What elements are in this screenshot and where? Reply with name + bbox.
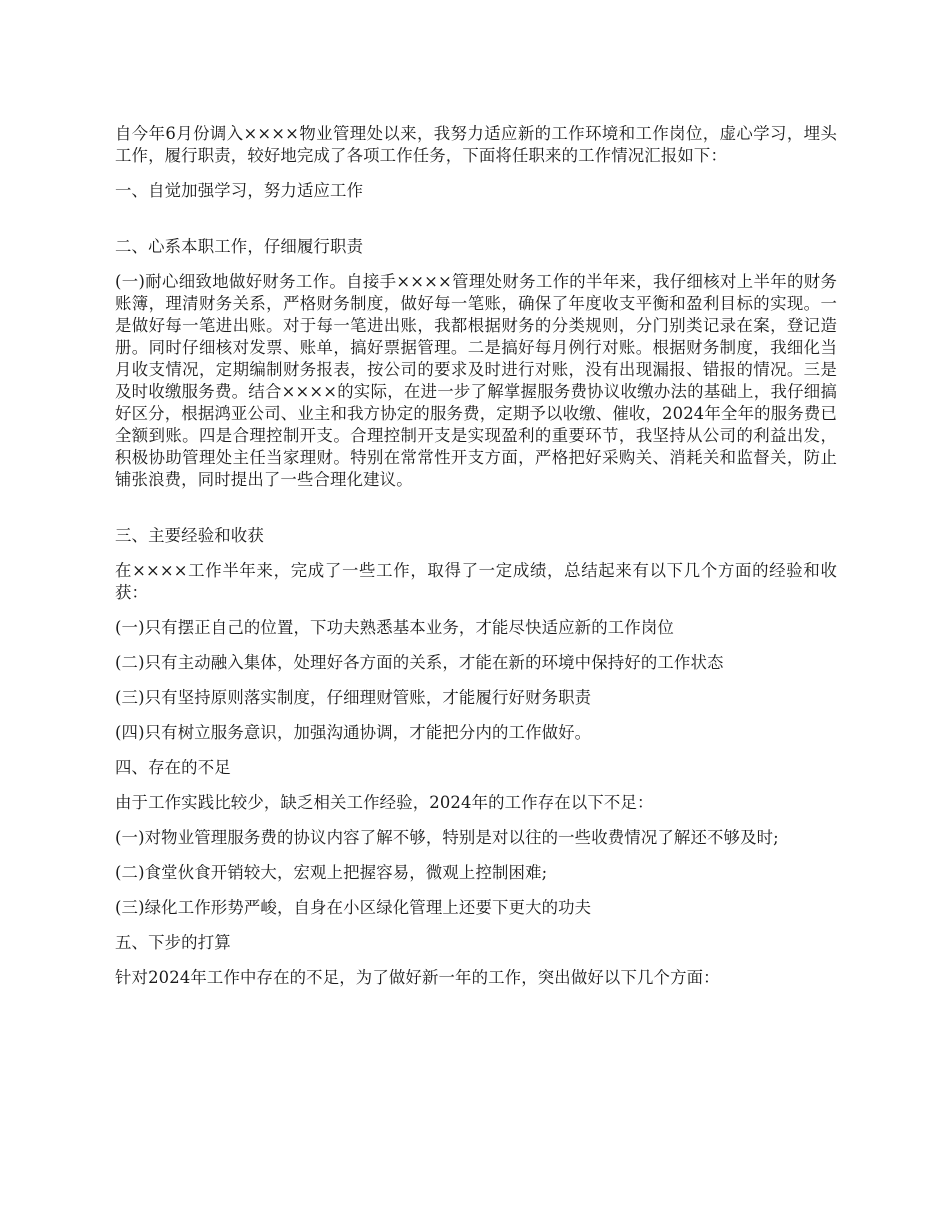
document-page xyxy=(115,123,837,1002)
section-3-item: (二)只有主动融入集体，处理好各方面的关系，才能在新的环境中保持好的工作状态 xyxy=(115,653,724,672)
section-1-heading: 一、自觉加强学习，努力适应工作 xyxy=(115,181,364,200)
section-3-item: (一)只有摆正自己的位置，下功夫熟悉基本业务，才能尽快适应新的工作岗位 xyxy=(115,618,674,637)
section-3-heading: 三、主要经验和收获 xyxy=(115,526,264,545)
section-4-heading: 四、存在的不足 xyxy=(115,758,231,777)
section-3-item: (四)只有树立服务意识，加强沟通协调，才能把分内的工作做好。 xyxy=(115,723,592,742)
section-3-intro: 在××××工作半年来，完成了一些工作，取得了一定成绩，总结起来有以下几个方面的经验和收获： xyxy=(115,561,837,602)
section-3-item: (三)只有坚持原则落实制度，仔细理财管账，才能履行好财务职责 xyxy=(115,688,592,707)
section-5-intro: 针对2024年工作中存在的不足，为了做好新一年的工作，突出做好以下几个方面： xyxy=(115,968,720,987)
section-4-item: (一)对物业管理服务费的协议内容了解不够，特别是对以往的一些收费情况了解还不够及时; xyxy=(115,828,779,847)
section-2-heading: 二、心系本职工作，仔细履行职责 xyxy=(115,237,364,256)
section-4-item: (二)食堂伙食开销较大，宏观上把握容易，微观上控制困难; xyxy=(115,863,548,882)
section-4-item: (三)绿化工作形势严峻，自身在小区绿化管理上还要下更大的功夫 xyxy=(115,898,592,917)
section-4-intro: 由于工作实践比较少，缺乏相关工作经验，2024年的工作存在以下不足： xyxy=(115,793,654,812)
section-5-heading: 五、下步的打算 xyxy=(115,933,231,952)
intro-paragraph: 自今年6月份调入××××物业管理处以来，我努力适应新的工作环境和工作岗位，虚心学习，埋头工作，履行职责，较好地完成了各项工作任务，下面将任职来的工作情况汇报如下： xyxy=(115,124,837,165)
section-2-paragraph: (一)耐心细致地做好财务工作。自接手××××管理处财务工作的半年来，我仔细核对上半年的财务账簿，理清财务关系，严格财务制度，做好每一笔账，确保了年度收支平衡和盈利目标的实现。一是做好每一笔进出账。对于每一笔进出账，我都根据财务的分类规则，分门别类记录在案，登记造册。同时仔细核对发票、账单，搞好票据管理。二是搞好每月例行对账。根据财务制度，我细化当月收支情况，定期编制财务报表，按公司的要求及时进行对账，没有出现漏报、错报的情况。三是及时收缴服务费。结合××××的实际，在进一步了解掌握服务费协议收缴办法的基础上，我仔细搞好区分，根据鸿亚公司、业主和我方协定的服务费，定期予以收缴、催收，2024年全年的服务费已全额到账。四是合理控制开支。合理控制开支是实现盈利的重要环节，我坚持从公司的利益出发，积极协助管理处主任当家理财。特别在常常性开支方面，严格把好采购关、消耗关和监督关，防止铺张浪费，同时提出了一些合理化建议。 xyxy=(115,272,837,489)
